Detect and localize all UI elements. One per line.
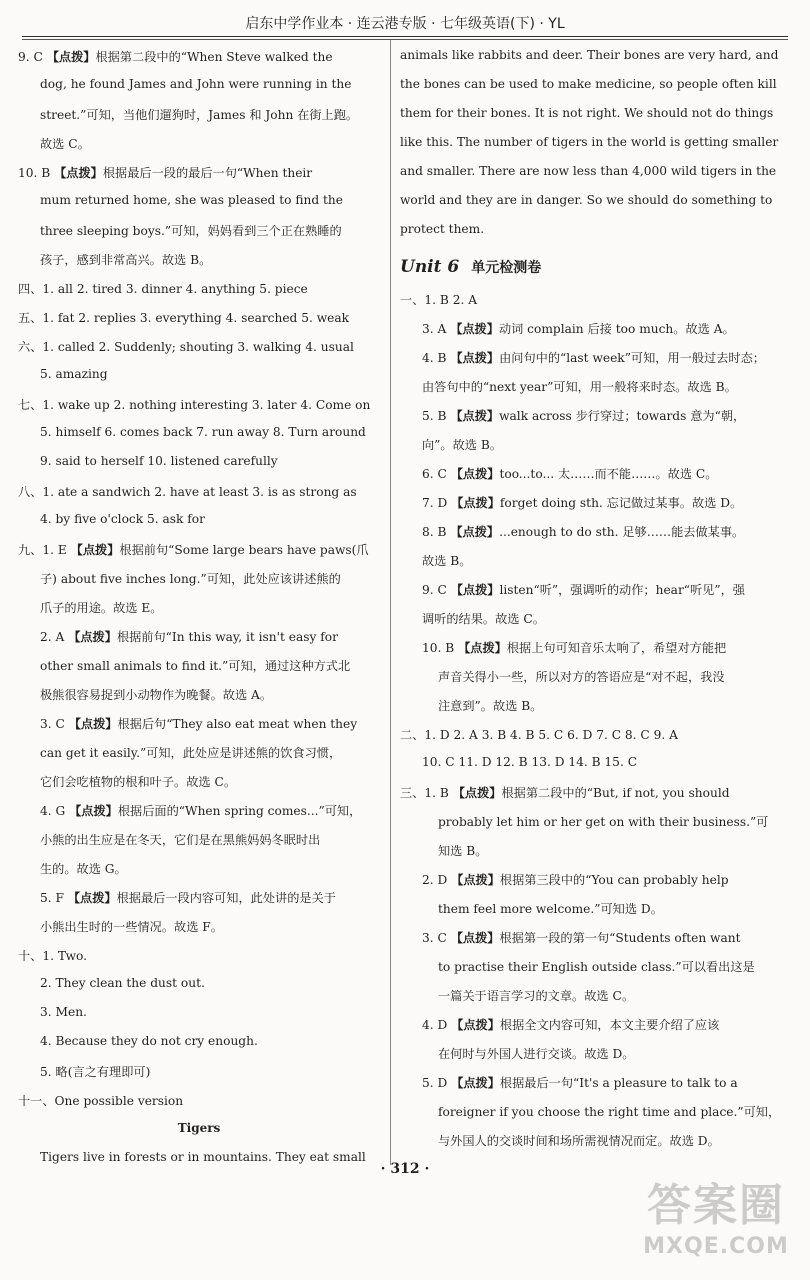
text-line [40, 77, 351, 91]
line-text: 五、1. fat 2. replies 3. everything 4. searched 5. weak [18, 311, 350, 325]
line-text: 孩子，感到非常高兴。故选 B。 [40, 253, 212, 267]
line-text: 3. C [40, 717, 69, 731]
header-rule-thin [22, 39, 788, 40]
hint-tag: 【点拨】 [46, 50, 96, 64]
hint-text: 根据最后一段内容可知，此处讲的是关于 [116, 891, 336, 905]
text-line [422, 871, 729, 888]
line-text: the bones can be used to make medicine, so people often kill [400, 77, 777, 91]
line-text: 声音关得小一些，所以对方的答语应是“对不起，我没 [438, 670, 725, 684]
text-line [422, 1016, 719, 1033]
line-text: 2. They clean the dust out. [40, 976, 205, 990]
hint-text: 根据前句“Some large bears have paws(爪 [119, 543, 369, 557]
text-line [40, 367, 108, 381]
line-text: and smaller. There are now less than 4,000 wild tigers in the [400, 164, 777, 178]
text-line [422, 1074, 738, 1091]
text-line [422, 929, 740, 946]
line-text: 5. amazing [40, 367, 108, 381]
text-line [422, 523, 744, 540]
hint-tag: 【点拨】 [68, 717, 118, 731]
header-rule [22, 36, 788, 37]
line-text: 九、1. E [18, 543, 71, 557]
text-line [40, 251, 211, 268]
line-text: can get it easily.”可知，此处应是讲述熊的饮食习惯， [40, 746, 342, 760]
line-text: 十、1. Two. [18, 949, 88, 963]
text-line [438, 668, 725, 685]
line-text: 4. G [40, 804, 70, 818]
hint-tag: 【点拨】 [450, 931, 500, 945]
text-line [400, 193, 772, 207]
text-line [422, 349, 765, 366]
hint-text: forget doing sth. 忘记做过某事。故选 D。 [499, 496, 743, 510]
hint-text: too...to... 太……而不能……。故选 C。 [499, 467, 718, 481]
hint-text: listen“听”，强调听的动作；hear“听见”，强 [499, 583, 745, 597]
text-line [40, 599, 162, 616]
text-line [400, 222, 484, 236]
line-text: 二、1. D 2. A 3. B 4. B 5. C 6. D 7. C 8. C 9. A [400, 728, 678, 742]
text-line [18, 338, 354, 355]
line-text: Tigers [177, 1121, 221, 1135]
hint-tag: 【点拨】 [450, 322, 499, 336]
line-text: 八、1. ate a sandwich 2. have at least 3. is as strong as [18, 485, 357, 499]
line-text: other small animals to find it.”可知，通过这种方式北 [40, 659, 351, 673]
hint-tag: 【点拨】 [68, 630, 117, 644]
text-line [40, 744, 341, 761]
unit-heading [400, 257, 541, 277]
text-line [400, 726, 678, 743]
line-text: 一篇关于语言学习的文章。故选 C。 [438, 989, 635, 1003]
line-text: 10. C 11. D 12. B 13. D 14. B 15. C [422, 755, 638, 769]
text-line [438, 1132, 720, 1149]
hint-text: walk across 步行穿过；towards 意为“朝， [499, 409, 746, 423]
line-text: 9. said to herself 10. listened carefully [40, 454, 278, 468]
essay-title [18, 1121, 380, 1135]
line-text: 2. A [40, 630, 69, 644]
unit-subtitle: 单元检测卷 [471, 260, 542, 276]
text-line [400, 106, 773, 120]
line-text: 4. B [422, 351, 451, 365]
text-line [438, 1103, 780, 1120]
hint-text: ...enough to do sth. 足够……能去做某事。 [499, 525, 745, 539]
text-line [438, 697, 542, 714]
line-text: 在何时与外国人进行交谈。故选 D。 [438, 1047, 635, 1061]
text-line [422, 378, 737, 395]
hint-tag: 【点拨】 [452, 786, 502, 800]
line-text: to practise their English outside class.”可以看出这是 [438, 960, 755, 974]
text-line [40, 889, 336, 906]
text-line [422, 465, 717, 482]
text-line [40, 193, 343, 207]
page-number: · 312 · [380, 1161, 430, 1177]
column-divider [390, 40, 391, 1165]
hint-text: 根据第三段中的“You can probably help [499, 873, 729, 887]
hint-tag: 【点拨】 [451, 1076, 500, 1090]
line-text: 爪子的用途。故选 E。 [40, 601, 163, 615]
line-text: 9. C [18, 50, 47, 64]
line-text: 小熊出生时的一些情况。故选 F。 [40, 920, 223, 934]
hint-tag: 【点拨】 [67, 891, 117, 905]
line-text: 向”。故选 B。 [422, 438, 502, 452]
text-line [400, 77, 777, 91]
hint-tag: 【点拨】 [450, 467, 500, 481]
line-text: 7. D [422, 496, 452, 510]
text-line [40, 802, 361, 819]
text-line [40, 831, 320, 848]
text-line [40, 918, 223, 935]
hint-tag: 【点拨】 [458, 641, 507, 655]
text-line [40, 454, 278, 468]
text-line [18, 48, 333, 65]
page-header: 启东中学作业本 · 连云港专版 · 七年级英语(下) · YL [245, 16, 565, 32]
line-text: 3. A [422, 322, 451, 336]
hint-tag: 【点拨】 [70, 543, 120, 557]
text-line [422, 581, 745, 598]
line-text: 三、1. B [400, 786, 453, 800]
line-text: mum returned home, she was pleased to find the [40, 193, 343, 207]
hint-tag: 【点拨】 [54, 166, 103, 180]
text-line [18, 164, 312, 181]
text-line [400, 48, 778, 62]
line-text: 3. C [422, 931, 451, 945]
line-text: 故选 B。 [422, 554, 472, 568]
watermark-logo [636, 1180, 796, 1272]
hint-text: 根据第一段的第一句“Students often want [499, 931, 741, 945]
line-text: animals like rabbits and deer. Their bones are very hard, and [400, 48, 779, 62]
text-line [18, 309, 349, 326]
text-line [422, 436, 502, 453]
line-text: them for their bones. It is not right. We should not do things [400, 106, 774, 120]
hint-text: 根据后面的“When spring comes...”可知， [117, 804, 362, 818]
line-text: 5. B [422, 409, 451, 423]
text-line [400, 135, 778, 149]
text-line [40, 222, 342, 239]
text-line [422, 494, 742, 511]
text-line [40, 106, 358, 123]
line-text: 由答句中的“next year”可知，用一般将来时态。故选 B。 [422, 380, 737, 394]
line-text: like this. The number of tigers in the world is getting smaller [400, 135, 779, 149]
line-text: 4. by five o'clock 5. ask for [40, 512, 205, 526]
text-line [40, 773, 236, 790]
hint-text: 根据前句“In this way, it isn't easy for [116, 630, 338, 644]
line-text: 十一、One possible version [18, 1094, 184, 1108]
text-line [422, 552, 471, 569]
text-line [438, 987, 634, 1004]
text-line [40, 657, 350, 674]
hint-text: 动词 complain 后接 too much。故选 A。 [498, 322, 735, 336]
line-text: 知选 B。 [438, 844, 488, 858]
line-text: world and they are in danger. So we should do something to [400, 193, 773, 207]
line-text: 子) about five inches long.”可知，此处应该讲述熊的 [40, 572, 341, 586]
text-line [18, 947, 87, 964]
text-line [438, 842, 487, 859]
text-line [18, 396, 370, 413]
hint-tag: 【点拨】 [451, 1018, 500, 1032]
text-line [40, 976, 205, 990]
line-text: 注意到”。故选 B。 [438, 699, 543, 713]
text-line [40, 135, 90, 152]
text-line [438, 813, 768, 830]
hint-text: 根据第二段中的“But, if not, you should [501, 786, 730, 800]
text-line [438, 1045, 634, 1062]
line-text: 2. D [422, 873, 452, 887]
text-line [422, 639, 726, 656]
text-line [422, 320, 735, 337]
line-text: street.”可知，当他们遛狗时，James 和 John 在街上跑。 [40, 108, 359, 122]
text-line [40, 860, 127, 877]
text-line [40, 512, 205, 526]
text-line [18, 541, 369, 558]
hint-text: 根据第二段中的“When Steve walked the [95, 50, 333, 64]
text-line [40, 686, 272, 703]
text-line [18, 483, 357, 500]
hint-tag: 【点拨】 [69, 804, 118, 818]
line-text: 10. B [422, 641, 459, 655]
watermark-text: 答案圈 [647, 1180, 785, 1231]
text-line [400, 291, 477, 308]
text-line [18, 280, 308, 297]
text-line [18, 1092, 183, 1109]
line-text: 5. himself 6. comes back 7. run away 8. Turn around [40, 425, 366, 439]
hint-text: 根据上句可知音乐太响了，希望对方能把 [506, 641, 727, 655]
line-text: 小熊的出生应是在冬天，它们是在黑熊妈妈冬眠时出 [40, 833, 321, 847]
hint-text: 根据全文内容可知，本文主要介绍了应该 [499, 1018, 720, 1032]
line-text: 七、1. wake up 2. nothing interesting 3. later 4. Come on [18, 398, 371, 412]
text-line [40, 628, 338, 645]
line-text: 3. Men. [40, 1005, 87, 1019]
line-text: 调听的结果。故选 C。 [422, 612, 545, 626]
text-line [40, 1034, 258, 1048]
line-text: 5. 略(言之有理即可) [40, 1065, 151, 1079]
line-text: 一、1. B 2. A [400, 293, 478, 307]
text-line [40, 715, 357, 732]
line-text: 8. B [422, 525, 451, 539]
text-line [40, 425, 366, 439]
text-line [40, 1063, 150, 1080]
hint-tag: 【点拨】 [451, 496, 500, 510]
line-text: 与外国人的交谈时间和场所需视情况而定。故选 D。 [438, 1134, 720, 1148]
line-text: protect them. [400, 222, 485, 236]
line-text: 5. F [40, 891, 68, 905]
line-text: 6. C [422, 467, 451, 481]
line-text: 四、1. all 2. tired 3. dinner 4. anything 5. piece [18, 282, 308, 296]
line-text: 六、1. called 2. Suddenly; shouting 3. walking 4. usual [18, 340, 354, 354]
line-text: them feel more welcome.”可知选 D。 [438, 902, 663, 916]
line-text: 极熊很容易捉到小动物作为晚餐。故选 A。 [40, 688, 273, 702]
line-text: 9. C [422, 583, 451, 597]
unit-title: Unit 6 [400, 257, 460, 277]
hint-tag: 【点拨】 [450, 525, 500, 539]
text-line [40, 1005, 87, 1019]
line-text: 5. D [422, 1076, 452, 1090]
line-text: three sleeping boys.”可知，妈妈看到三个正在熟睡的 [40, 224, 342, 238]
hint-tag: 【点拨】 [451, 873, 500, 887]
watermark-url: MXQE.COM [643, 1234, 789, 1259]
text-line [400, 784, 730, 801]
line-text: 10. B [18, 166, 55, 180]
hint-text: 由问句中的“last week”可知，用一般过去时态； [499, 351, 765, 365]
text-line [422, 407, 745, 424]
line-text: Tigers live in forests or in mountains. They eat small [40, 1150, 366, 1164]
line-text: 故选 C。 [40, 137, 90, 151]
line-text: 生的。故选 G。 [40, 862, 127, 876]
hint-text: 根据最后一段的最后一句“When their [102, 166, 313, 180]
line-text: probably let him or her get on with their business.”可 [438, 815, 769, 829]
hint-text: 根据最后一句“It's a pleasure to talk to a [499, 1076, 738, 1090]
line-text: 它们会吃植物的根和叶子。故选 C。 [40, 775, 237, 789]
text-line [422, 755, 637, 769]
text-line [40, 570, 341, 587]
hint-tag: 【点拨】 [450, 409, 500, 423]
text-line [438, 958, 755, 975]
text-line [400, 164, 776, 178]
line-text: 4. Because they do not cry enough. [40, 1034, 258, 1048]
hint-tag: 【点拨】 [450, 351, 500, 365]
line-text: foreigner if you choose the right time and place.”可知， [438, 1105, 781, 1119]
line-text: 4. D [422, 1018, 452, 1032]
hint-text: 根据后句“They also eat meat when they [117, 717, 358, 731]
line-text: dog, he found James and John were running in the [40, 77, 352, 91]
hint-tag: 【点拨】 [450, 583, 500, 597]
text-line [438, 900, 663, 917]
text-line [422, 610, 545, 627]
